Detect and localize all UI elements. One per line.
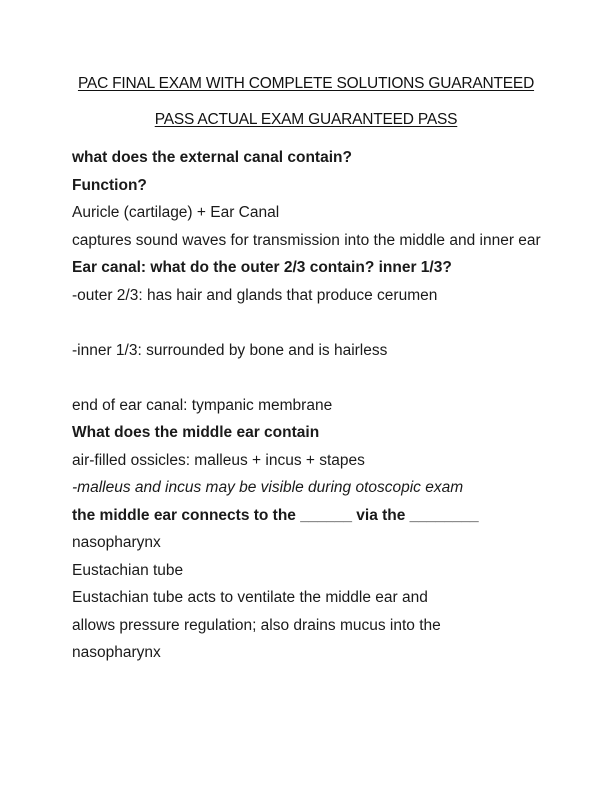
- answer-1-line-2: captures sound waves for transmission into the middle and inner ear: [72, 231, 541, 249]
- answer-4-line-3: Eustachian tube acts to ventilate the middle ear and: [72, 589, 428, 606]
- answer-4-line-5: nasopharynx: [72, 644, 161, 661]
- answer-4-line-4: allows pressure regulation; also drains mucus into the: [72, 616, 441, 634]
- answer-3-line-1: air-filled ossicles: malleus + incus + stapes: [72, 451, 365, 469]
- question-2: Ear canal: what do the outer 2/3 contain? inner 1/3?: [72, 259, 452, 276]
- answer-2-line-1: -outer 2/3: has hair and glands that produce cerumen: [72, 286, 438, 304]
- answer-3-line-2: -malleus and incus may be visible during otoscopic exam: [72, 479, 464, 496]
- question-4: the middle ear connects to the ______ via the ________: [72, 506, 479, 524]
- document-title-line-2: PASS ACTUAL EXAM GUARANTEED PASS: [154, 111, 458, 128]
- qa-content: [72, 144, 542, 667]
- blank-line: [72, 309, 542, 337]
- document-title-line-1: PAC FINAL EXAM WITH COMPLETE SOLUTIONS GUARANTEED: [77, 75, 535, 92]
- answer-2-line-2: -inner 1/3: surrounded by bone and is hairless: [72, 341, 388, 359]
- question-1-line-1: what does the external canal contain?: [72, 149, 352, 166]
- question-3: What does the middle ear contain: [72, 424, 320, 441]
- blank-line: [72, 364, 542, 392]
- question-1-line-2: Function?: [72, 176, 147, 194]
- answer-4-line-2: Eustachian tube: [72, 561, 184, 579]
- answer-1-line-1: Auricle (cartilage) + Ear Canal: [72, 204, 280, 221]
- answer-2-line-3: end of ear canal: tympanic membrane: [72, 396, 333, 414]
- answer-4-line-1: nasopharynx: [72, 534, 161, 551]
